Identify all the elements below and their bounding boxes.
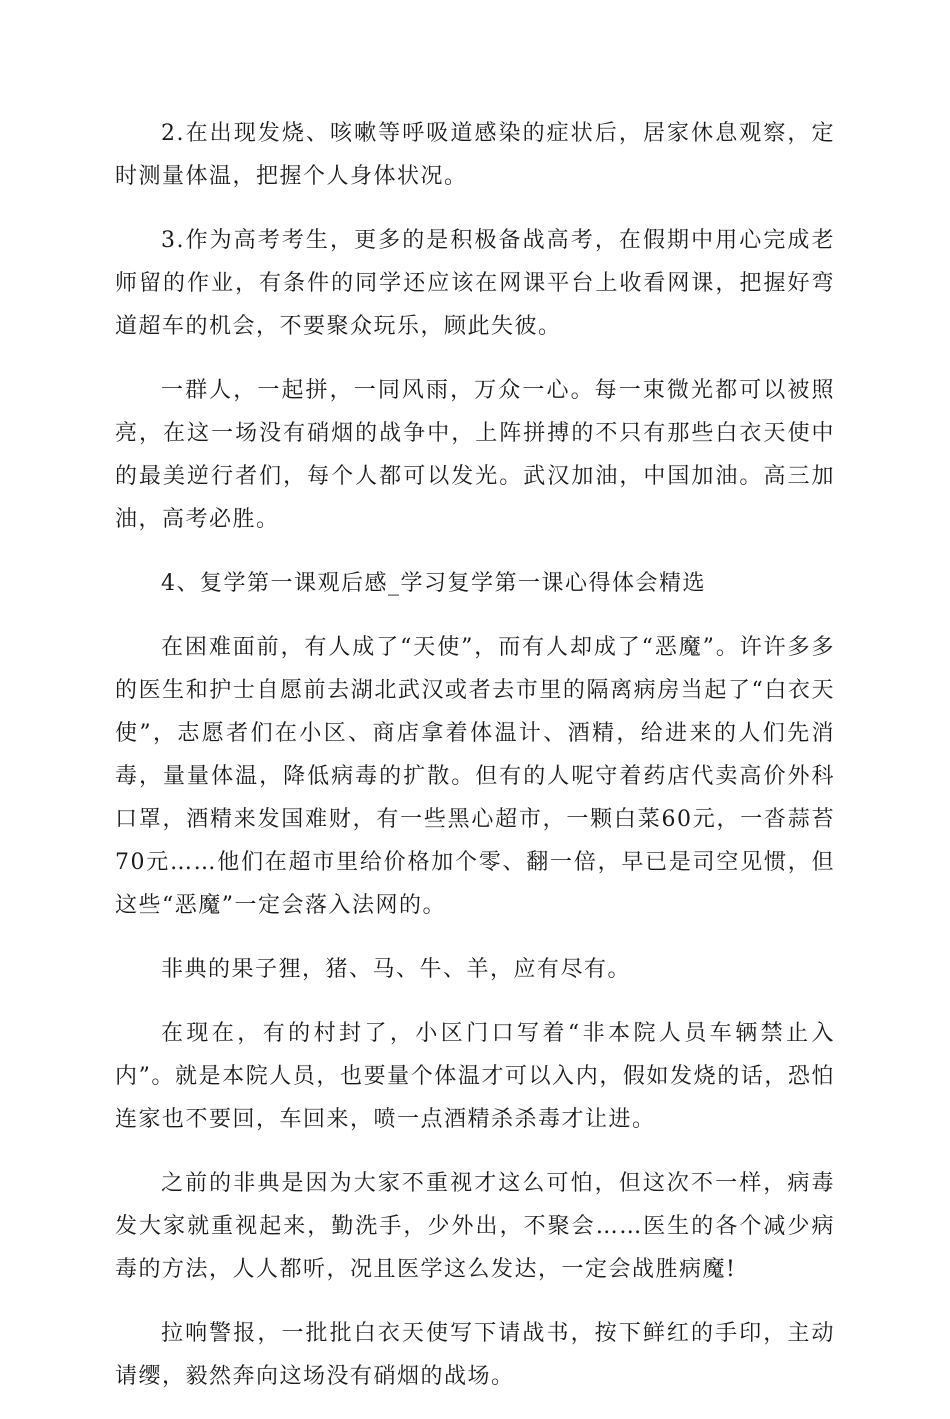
paragraph-prevention: 之前的非典是因为大家不重视才这么可怕，但这次不一样，病毒发大家就重视起来，勤洗手，少外出，不聚会……医生的各个减少病毒的方法，人人都听，况且医学这么发达，一定会战胜病魔! xyxy=(115,1171,835,1282)
section-heading: 4、复学第一课观后感_学习复学第一课心得体会精选 xyxy=(161,571,706,596)
paragraph-village-lockdown: 在现在，有的村封了，小区门口写着“非本院人员车辆禁止入内”。就是本院人员，也要量个体温才可以入内，假如发烧的话，恐怕连家也不要回，车回来，喷一点酒精杀杀毒才让进。 xyxy=(115,1021,835,1132)
paragraph-alarm: 拉响警报，一批批白衣天使写下请战书，按下鲜红的手印，主动请缨，毅然奔向这场没有硝烟的战场。 xyxy=(115,1321,835,1389)
paragraph-sars: 非典的果子狸，猪、马、牛、羊，应有尽有。 xyxy=(161,957,632,982)
paragraph-angels-demons: 在困难面前，有人成了“天使”，而有人却成了“恶魔”。许许多多的医生和护士自愿前去湖北武汉或者去市里的隔离病房当起了“白衣天使”，志愿者们在小区、商店拿着体温计、酒精，给进来的人们先消毒，量量体温，降低病毒的扩散。但有的人呢守着药店代卖高价外科口罩，酒精来发国难财，有一些黑心超市，一颗白菜60元，一沓蒜苔70元……他们在超市里给价格加个零、翻一倍，早已是司空见惯，但这些“恶魔”一定会落入法网的。 xyxy=(115,635,835,918)
paragraph-item-2: 2.在出现发烧、咳嗽等呼吸道感染的症状后，居家休息观察，定时测量体温，把握个人身体状况。 xyxy=(115,121,835,189)
paragraph-item-3: 3.作为高考考生，更多的是积极备战高考，在假期中用心完成老师留的作业，有条件的同学还应该在网课平台上收看网课，把握好弯道超车的机会，不要聚众玩乐，顾此失彼。 xyxy=(115,228,835,339)
paragraph-solidarity: 一群人，一起拼，一同风雨，万众一心。每一束微光都可以被照亮，在这一场没有硝烟的战争中，上阵拼搏的不只有那些白衣天使中的最美逆行者们，每个人都可以发光。武汉加油，中国加油。高三加油，高考必胜。 xyxy=(115,378,835,532)
document-body xyxy=(115,112,835,1419)
